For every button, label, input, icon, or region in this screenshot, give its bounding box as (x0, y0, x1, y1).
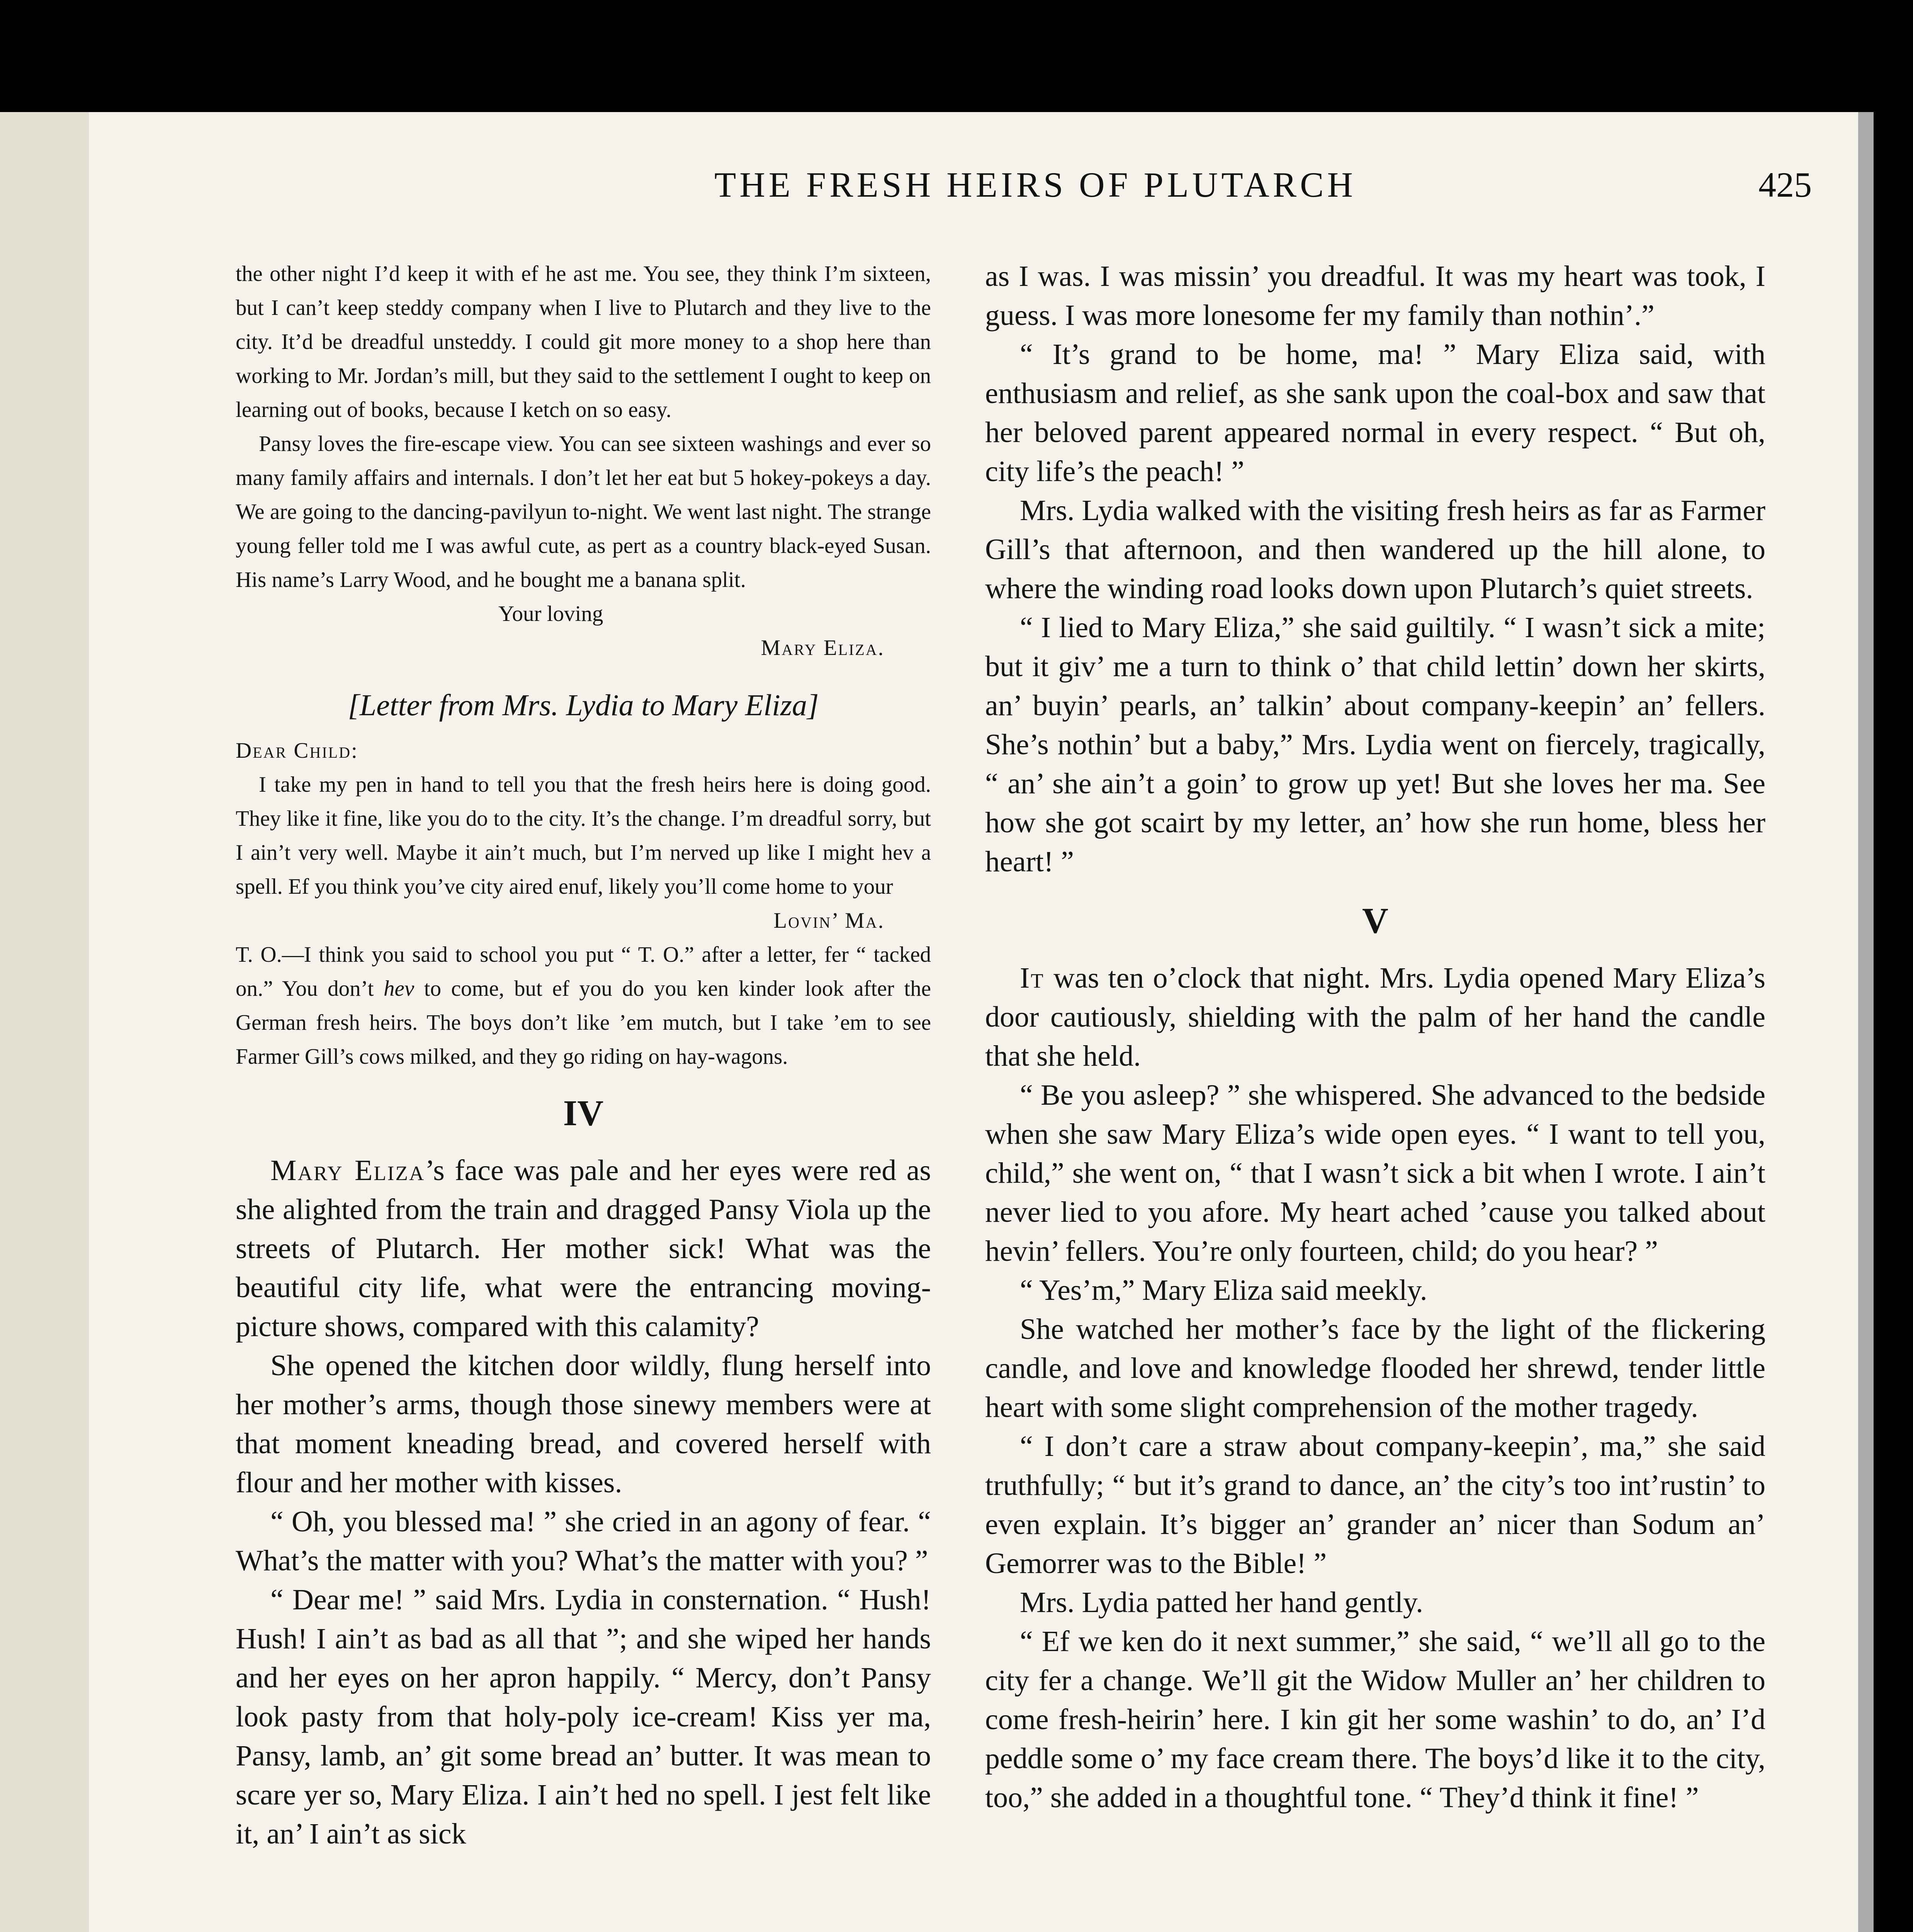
section-v-paragraph-6: Mrs. Lydia patted her hand gently. (1020, 1586, 1424, 1619)
letter2-paragraph-1: I take my pen in hand to tell you that the fresh heirs here is doing good. They like it fine, like you do to the city. It’s the change. I’m dreadful sorry, but I ain’t very well. Maybe it ain’t much, but I’m nerved up like I might hev a spell. Ef you think you’ve city aired enuf, likely you’ll come home to your (236, 772, 931, 899)
right-paragraph-4: “ I lied to Mary Eliza,” she said guiltily. “ I wasn’t sick a mite; but it giv’ me a turn to think o’ that child lettin’ down her skirts, an’ buyin’ pearls, an’ talkin’ about company-keepin’ an’ fellers. She’s nothin’ but a baby,” Mrs. Lydia went on fiercely, tragically, “ an’ she ain’t a goin’ to grow up yet! But she loves her ma. See how she got scairt by my letter, an’ how she run home, bless her heart! ” (985, 611, 1765, 878)
section-iv-paragraph-2: She opened the kitchen door wildly, flung herself into her mother’s arms, though those sinewy members were at that moment kneading bread, and covered herself with flour and her mother with kisses. (236, 1349, 931, 1499)
page-number: 425 (1758, 165, 1812, 204)
letter1-paragraph-1: the other night I’d keep it with ef he ast me. You see, they think I’m sixteen, but I can’t keep steddy company when I live to Plutarch and they live to the city. It’d be dreadful unsteddy. I could git more money to a shop here than working to Mr. Jordan’s mill, but they said to the settlement I ought to keep on learning out of books, because I ketch on so easy. (236, 262, 931, 422)
section-v-paragraph-4: She watched her mother’s face by the light of the flickering candle, and love and knowledge flooded her shrewd, tender little heart with some slight comprehension of the mother tragedy. (985, 1313, 1765, 1423)
postscript-emphasis: hev (384, 976, 415, 1001)
letter2-postscript (236, 938, 931, 1074)
section-iv-paragraph-1-rest: ’s face was pale and her eyes were red as she alighted from the train and dragged Pansy Viola up the streets of Plutarch. Her mother sick! What was the beautiful city life, what were the entrancing moving-picture shows, compared with this calamity? (236, 1154, 931, 1343)
section-iv-paragraph-4: “ Dear me! ” said Mrs. Lydia in consternation. “ Hush! Hush! I ain’t as bad as all that ”; and she wiped her hands and her eyes on her apron happily. “ Mercy, don’t Pansy look pasty from that holy-poly ice-cream! Kiss yer ma, Pansy, lamb, an’ git some bread an’ butter. It was mean to scare yer so, Mary Eliza. I ain’t hed no spell. I jest felt like it, an’ I ain’t as sick (236, 1583, 931, 1850)
running-head: THE FRESH HEIRS OF PLUTARCH (714, 165, 1356, 204)
section-numeral-v: V (1362, 901, 1388, 941)
facing-page-edge (0, 112, 91, 1932)
section-numeral-iv: IV (563, 1093, 604, 1133)
page-edge-shadow (1858, 112, 1874, 1932)
section-v-paragraph-5: “ I don’t care a straw about company-keepin’, ma,” she said truthfully; “ but it’s grand to dance, an’ the city’s too int’rustin’ to even explain. It’s bigger an’ grander an’ nicer than Sodum an’ Gemorrer was to the Bible! ” (985, 1430, 1765, 1580)
left-column (236, 257, 931, 1854)
letter1-signature: Mary Eliza. (761, 636, 885, 660)
letter-mrs-lydia (236, 734, 931, 1074)
section-iv-paragraph-3: “ Oh, you blessed ma! ” she cried in an agony of fear. “ What’s the matter with you? What’s the matter with you? ” (236, 1505, 931, 1577)
letter2-signature: Lovin’ Ma. (773, 908, 885, 933)
section-v-lead: It (1020, 962, 1045, 994)
letter2-heading: [Letter from Mrs. Lydia to Mary Eliza] (348, 688, 819, 722)
section-v-paragraph-7: “ Ef we ken do it next summer,” she said, “ we’ll all go to the city fer a change. We’ll git the Widow Muller an’ her children to come fresh-heirin’ here. I kin git her some washin’ to do, an’ I’d peddle some o’ my face cream there. The boys’d like it to the city, too,” she added in a thoughtful tone. “ They’d think it fine! ” (985, 1625, 1765, 1814)
book-page (89, 112, 1858, 1932)
section-iv-text (236, 1151, 931, 1854)
letter-mary-eliza (236, 257, 931, 665)
right-column (985, 257, 1765, 1817)
right-paragraph-2: “ It’s grand to be home, ma! ” Mary Eliza said, with enthusiasm and relief, as she sank upon the coal-box and saw that her beloved parent appeared normal in every respect. “ But oh, city life’s the peach! ” (985, 338, 1765, 488)
page-header (89, 164, 1858, 207)
section-iv-paragraph-1 (236, 1151, 931, 1346)
section-iv-lead: Mary Eliza (270, 1154, 425, 1187)
right-paragraph-3: Mrs. Lydia walked with the visiting fresh heirs as far as Farmer Gill’s that afternoon, and then wandered up the hill alone, to where the winding road looks down upon Plutarch’s quiet streets. (985, 494, 1765, 605)
right-paragraph-1: as I was. I was missin’ you dreadful. It was my heart was took, I guess. I was more lonesome fer my family than nothin’.” (985, 260, 1765, 332)
section-v-paragraph-2: “ Be you asleep? ” she whispered. She advanced to the bedside when she saw Mary Eliza’s wide open eyes. “ I want to tell you, child,” she went on, “ that I wasn’t sick a bit when I wrote. I ain’t never lied to you afore. My heart ached ’cause you talked about hevin’ fellers. You’re only fourteen, child; do you hear? ” (985, 1079, 1765, 1267)
letter1-paragraph-2: Pansy loves the fire-escape view. You can see sixteen washings and ever so many family affairs and internals. I don’t let her eat but 5 hokey-pokeys a day. We are going to the dancing-pavilyun to-night. We went last night. The strange young feller told me I was awful cute, as pert as a country black-eyed Susan. His name’s Larry Wood, and he bought me a banana split. (236, 432, 931, 592)
postscript-text-b: to come, but ef you do you ken kinder look after the German fresh heirs. The boys don’t like ’em mutch, but I take ’em to see Farmer Gill’s cows milked, and they go riding on hay-wagons. (236, 976, 931, 1069)
postscript-text-a: T. O.—I think you said to school you put “ T. O.” after a letter, fer “ tacked on.” You don’t (236, 942, 931, 1001)
letter2-salutation: Dear Child: (236, 738, 358, 763)
section-v-paragraph-1-rest: was ten o’clock that night. Mrs. Lydia opened Mary Eliza’s door cautiously, shielding with the palm of her hand the candle that she held. (985, 962, 1765, 1072)
section-v-paragraph-1 (985, 959, 1765, 1076)
letter1-closing: Your loving (498, 602, 603, 626)
section-v-paragraph-3: “ Yes’m,” Mary Eliza said meekly. (1020, 1274, 1427, 1306)
